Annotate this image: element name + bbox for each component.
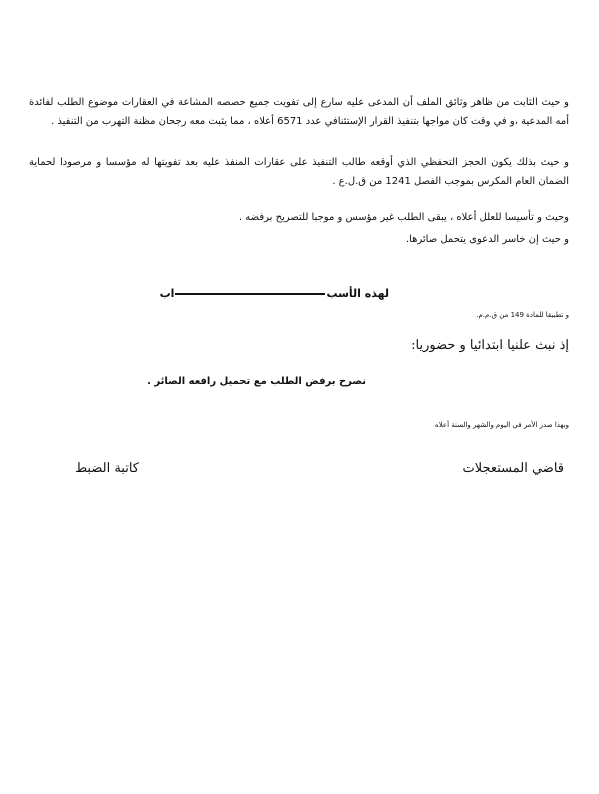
signature-judge: قاضي المستعجلات	[462, 461, 564, 476]
signature-clerk: كاتبة الضبط	[75, 461, 139, 476]
paragraph-reasoning-conclusion: وحيث و تأسيسا للعلل أعلاه ، يبقى الطلب غير مؤسس و موجبا للتصريح برفضه .	[238, 212, 569, 223]
closing-note: وبهذا صدر الأمر في اليوم والشهر والسنة أعلاه	[435, 421, 569, 429]
section-heading	[160, 287, 389, 300]
paragraph-transfer-of-shares: و حيث الثابت من ظاهر وثائق الملف أن المدعى عليه سارع إلى تفويت جميع حصصه المشاعة في العقارات موضوع الطلب لفائدة أمه المدعية ،و في وقت كان مواجها بتنفيذ القرار الإستئنافي عدد 6571 أعلاه ، مما يثبت معه رجحان مظنة التهرب من التنفيذ .	[29, 97, 569, 127]
verdict-text: نصرح برفض الطلب مع تحميل رافعه الصائر .	[147, 376, 366, 387]
paragraph-precautionary-seizure: و حيث بذلك يكون الحجز التحفظي الذي أوقعه طالب التنفيذ على عقارات المنفذ عليه بعد تفويتها له مؤسسا و مرصودا لحماية الضمان العام المكرس بموجب الفصل 1241 من ق.ل.ع .	[29, 157, 569, 187]
ruling-statement: إذ نبث علنيا ابتدائيا و حضوريا:	[411, 338, 569, 353]
heading-end: اب	[159, 287, 175, 300]
heading-start: لهذه الأسب	[326, 287, 389, 300]
legal-basis-note: و تطبيقا للمادة 149 من ق.م.م.	[476, 311, 569, 319]
paragraph-costs: و حيث إن خاسر الدعوى يتحمل صائرها.	[405, 234, 569, 245]
heading-stretch-stroke	[175, 293, 325, 295]
